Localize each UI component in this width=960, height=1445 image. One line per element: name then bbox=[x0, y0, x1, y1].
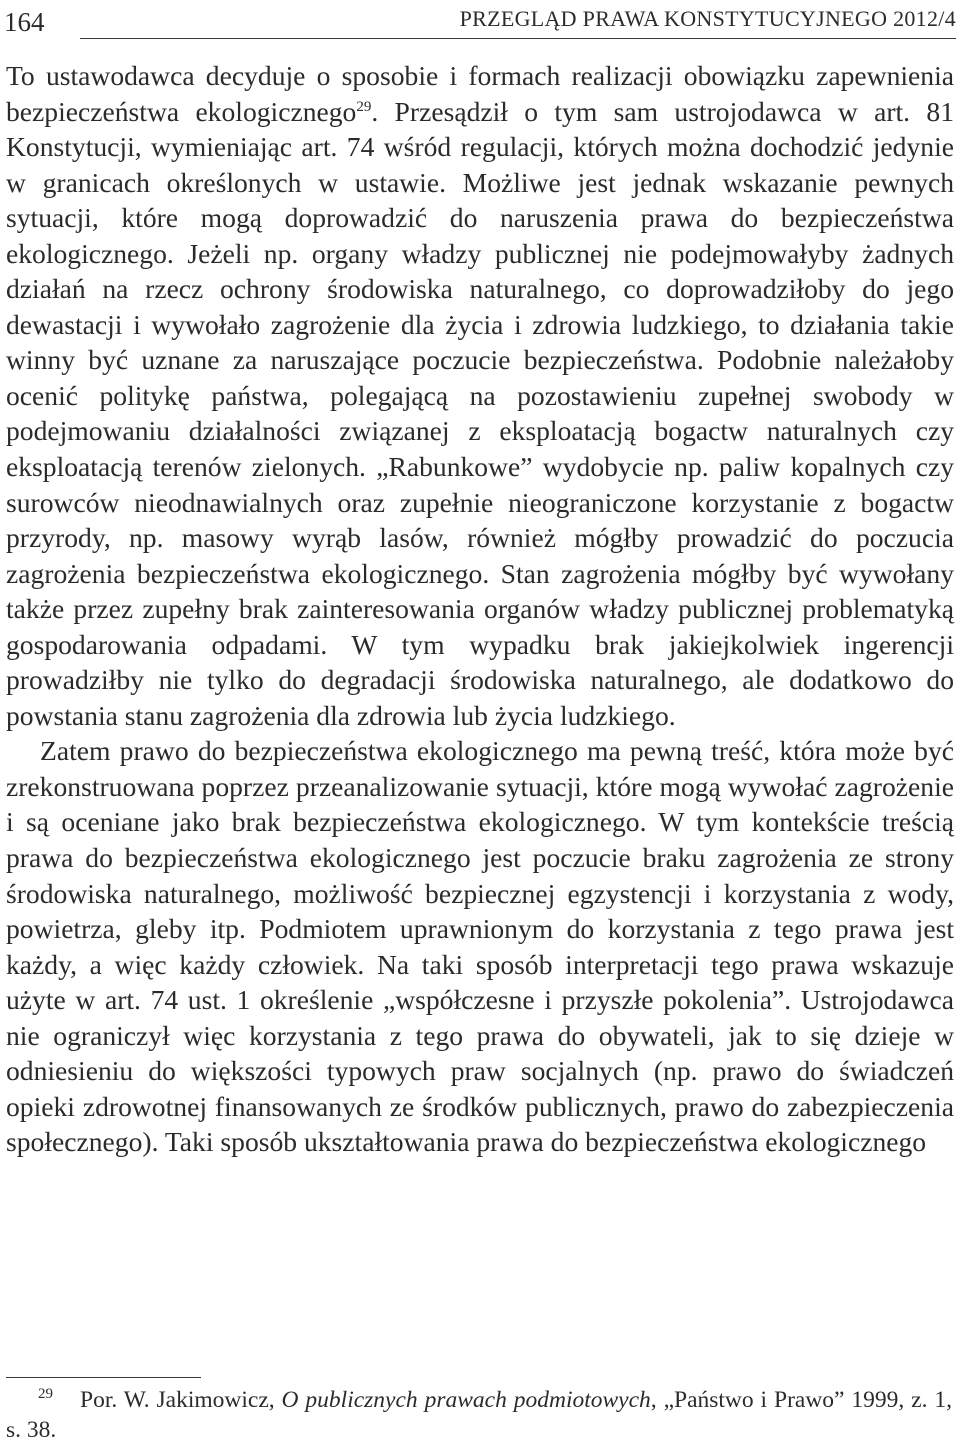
paragraph-1 bbox=[6, 58, 954, 733]
running-header bbox=[4, 0, 956, 40]
footnote-tail: , „Państwo i Prawo” 1999, z. 1, s. 38. bbox=[6, 1387, 952, 1443]
footnote-lead: Por. W. Jakimowicz, bbox=[80, 1387, 282, 1413]
footnote-cited-title: O publicznych prawach podmiotowych bbox=[281, 1387, 651, 1413]
header-rule bbox=[80, 38, 956, 39]
footnote: 29 Por. W. Jakimowicz, O publicznych prawach podmiotowych, „Państwo i Prawo” 1999, z. 1, s. 38. bbox=[6, 1386, 952, 1443]
body-text bbox=[6, 58, 954, 1160]
page-number: 164 bbox=[4, 7, 45, 37]
paragraph-2: Zatem prawo do bezpieczeństwa ekologicznego ma pewną treść, która może być zrekonstruowana poprzez przeanalizowanie sytuacji, które mogą wywołać zagrożenie i są oceniane jako brak bezpieczeństwa ekologicznego. W tym kontekście treścią prawa do bezpieczeństwa ekologicznego jest poczucie braku zagrożenia ze strony środowiska naturalnego, możliwość bezpiecznej egzystencji i korzystania z wody, powietrza, gleby itp. Podmiotem uprawnionym do korzystania z tego prawa jest każdy, a więc każdy człowiek. Na taki sposób interpretacji tego prawa wskazuje użyte w art. 74 ust. 1 określenie „współczesne i przyszłe pokolenia”. Ustrojodawca nie ograniczył więc korzystania z tego prawa do obywateli, jak to się dzieje w odniesieniu do większości typowych praw socjalnych (np. prawo do świadczeń opieki zdrowotnej finansowanych ze środków publicznych, prawo do zabezpieczenia społecznego). Taki sposób ukształtowania prawa do bezpieczeństwa ekologicznego bbox=[6, 735, 954, 1158]
journal-title: PRZEGLĄD PRAWA KONSTYTUCYJNEGO 2012/4 bbox=[459, 6, 956, 31]
footnote-reference[interactable]: 29 bbox=[356, 98, 372, 115]
paragraph-1-start: To ustawodawca decyduje o sposobie i formach realizacji obowiązku zapewnienia bezpieczeństwa ekologicznego bbox=[6, 60, 954, 127]
paragraph-1-rest: . Przesądził o tym sam ustrojodawca w art. 81 Konstytucji, wymieniając art. 74 wśród regulacji, których można dochodzić jedynie w granicach określonych w ustawie. Możliwe jest jednak wskazanie pewnych sytuacji, które mogą doprowadzić do naruszenia prawa do bezpieczeństwa ekologicznego. Jeżeli np. organy władzy publicznej nie podejmowałyby żadnych działań na rzecz ochrony środowiska naturalnego, co doprowadziłoby do jego dewastacji i wywołało zagrożenie dla życia i zdrowia ludzkiego, to działania takie winny być uznane za naruszające poczucie bezpieczeństwa. Podobnie należałoby ocenić politykę państwa, polegającą na pozostawieniu zupełnej swobody w podejmowaniu działalności związanej z eksploatacją bogactw naturalnych czy eksploatacją terenów zielonych. „Rabunkowe” wydobycie np. paliw kopalnych czy surowców nieodnawialnych oraz zupełnie nieograniczone korzystanie z bogactw przyrody, np. masowy wyrąb lasów, również mógłby prowadzić do poczucia zagrożenia bezpieczeństwa ekologicznego. Stan zagrożenia mógłby być wywołany także przez zupełny brak zainteresowania organów władzy publicznej problematyką gospodarowania odpadami. W tym wypadku brak jakiejkolwiek ingerencji prowadziłby nie tylko do degradacji środowiska naturalnego, ale dodatkowo do powstania stanu zagrożenia dla zdrowia lub życia ludzkiego. bbox=[6, 95, 954, 731]
footnote-rule bbox=[6, 1377, 201, 1378]
